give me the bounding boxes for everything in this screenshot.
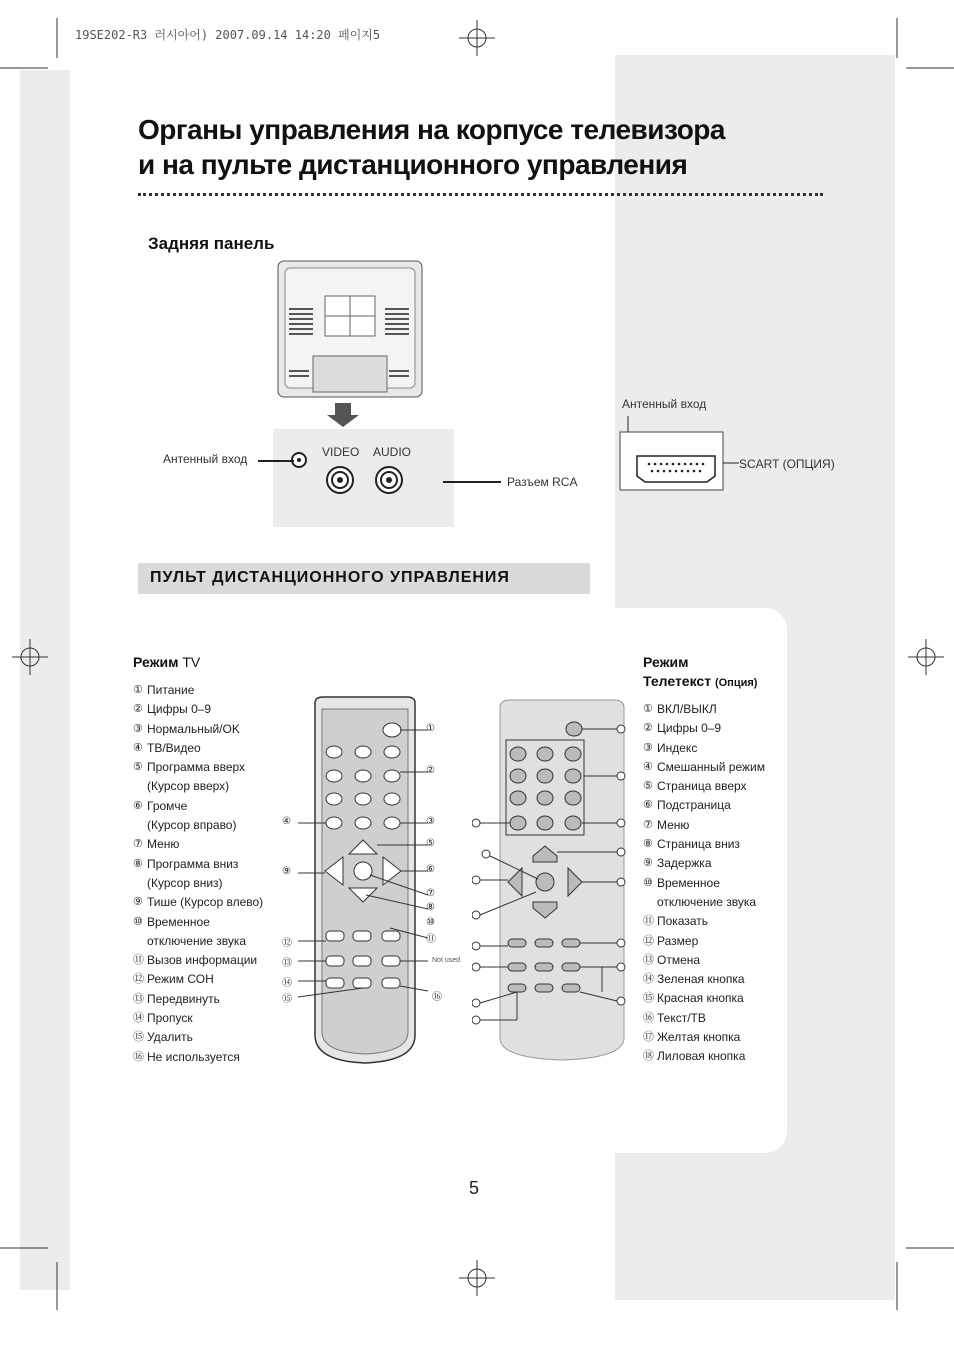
tv-mode-item-number: ① — [133, 684, 143, 696]
tv-mode-item-text: Временное — [147, 914, 210, 929]
tv-mode-item-number: ⑤ — [133, 761, 143, 774]
tv-mode-item-text: Вызов информации — [147, 953, 258, 968]
scart-connector — [615, 412, 745, 494]
tv-mode-item-number: ⑥ — [133, 799, 143, 812]
tv-mode-item-text: отключение звука — [147, 933, 247, 948]
teletext-mode-item-number: ⑮ — [643, 992, 654, 1005]
tv-mode-item-text: Меню — [147, 837, 180, 852]
teletext-mode-item-number: ⑰ — [643, 1031, 654, 1044]
teletext-mode-item-text: Временное — [657, 875, 720, 890]
video-label: VIDEO — [322, 445, 360, 459]
tv-mode-item-text: Тише (Курсор влево) — [147, 895, 264, 910]
teletext-mode-list — [643, 700, 765, 1067]
scart-label: SCART (ОПЦИЯ) — [739, 457, 835, 471]
tv-mode-item-number: ④ — [133, 741, 143, 754]
teletext-mode-item-number: ⑫ — [643, 934, 654, 947]
teletext-mode-item — [643, 777, 765, 796]
teletext-mode-item-number: ⑭ — [643, 973, 654, 986]
tv-callout-15: ⑮ — [282, 994, 292, 1005]
antenna-pointer — [258, 460, 294, 462]
audio-label: AUDIO — [373, 445, 412, 459]
page-number: 5 — [469, 1178, 480, 1198]
tv-mode-item — [133, 681, 263, 700]
tv-mode-item — [133, 835, 263, 854]
teletext-mode-item — [643, 854, 765, 873]
rca-label: Разъем RCA — [507, 475, 578, 489]
remote-section-title: ПУЛЬТ ДИСТАНЦИОННОГО УПРАВЛЕНИЯ — [150, 569, 510, 586]
tv-mode-item-text: Цифры 0–9 — [147, 702, 212, 717]
teletext-mode-item-number: ⑥ — [643, 799, 653, 812]
tv-mode-item-number: ⑭ — [133, 1012, 144, 1025]
tv-mode-item-number: ② — [133, 703, 143, 716]
teletext-mode-item — [643, 951, 765, 970]
teletext-mode-item-text: Отмена — [657, 952, 701, 967]
tv-mode-item-number: ⑧ — [133, 857, 143, 870]
tv-callout-16: ⑯ — [432, 992, 442, 1003]
connector-jacks — [273, 429, 454, 527]
teletext-mode-item — [643, 700, 765, 719]
tv-mode-item-number: ⑫ — [133, 973, 144, 986]
tv-mode-item-text: Пропуск — [147, 1011, 193, 1026]
teletext-mode-item-text: Красная кнопка — [657, 991, 744, 1006]
tv-callout-13: ⑬ — [282, 958, 292, 969]
not-used-label: Not used — [432, 957, 461, 964]
tv-mode-item-text: (Курсор вверх) — [147, 779, 230, 794]
teletext-title-main: Телетекст — [643, 673, 712, 689]
teletext-mode-item-text: Цифры 0–9 — [657, 721, 722, 736]
tv-mode-title-bold: Режим — [133, 654, 179, 670]
teletext-mode-item-text: ВКЛ/ВЫКЛ — [657, 702, 717, 716]
tv-mode-item-number: ⑯ — [133, 1050, 144, 1063]
teletext-mode-item-text: Смешанный режим — [657, 759, 765, 774]
tv-mode-item — [133, 1028, 263, 1047]
teletext-mode-item — [643, 989, 765, 1008]
teletext-title-line2 — [643, 673, 757, 689]
tv-mode-item-number: ③ — [133, 722, 143, 735]
tv-mode-item-number — [133, 874, 147, 893]
teletext-mode-item-number: ⑨ — [643, 857, 653, 870]
tv-mode-item-text: Удалить — [147, 1030, 193, 1045]
teletext-mode-item-text: Задержка — [657, 856, 712, 871]
page-title-line2: и на пульте дистанционного управления — [138, 149, 688, 180]
tv-callout-4: ④ — [282, 816, 291, 827]
tv-callout-9: ⑨ — [282, 866, 291, 877]
tv-mode-item-text: Передвинуть — [147, 991, 220, 1006]
tv-mode-item — [133, 816, 263, 835]
teletext-mode-item-number: ⑤ — [643, 780, 653, 793]
teletext-mode-item — [643, 719, 765, 738]
tv-mode-item — [133, 913, 263, 932]
teletext-mode-item-number: ⑧ — [643, 838, 653, 851]
antenna-label: Антенный вход — [163, 452, 248, 466]
tv-mode-item-text: Программа вниз — [147, 856, 239, 871]
tv-remote-illustration — [280, 695, 460, 1070]
tv-mode-item — [133, 700, 263, 719]
tv-mode-item-text: Нормальный/OK — [147, 721, 240, 736]
teletext-mode-item-text: Страница вниз — [657, 837, 740, 852]
teletext-mode-item-number: ⑦ — [643, 818, 653, 831]
tv-mode-item — [133, 777, 263, 796]
teletext-title-option: (Опция) — [714, 677, 758, 689]
title-divider — [138, 193, 823, 196]
teletext-mode-item-number: ⑪ — [643, 915, 654, 928]
tv-mode-item-number: ⑪ — [133, 954, 144, 967]
teletext-mode-item-number: ③ — [643, 741, 653, 754]
teletext-mode-item-number: ② — [643, 722, 653, 735]
tv-mode-item — [133, 951, 263, 970]
tv-mode-item-text: Громче — [147, 798, 188, 813]
tv-mode-item-text: ТВ/Видео — [147, 740, 201, 755]
teletext-remote-illustration — [472, 696, 642, 1071]
teletext-mode-item — [643, 739, 765, 758]
tv-mode-item — [133, 797, 263, 816]
tv-callout-10: ⑩ — [426, 917, 435, 928]
tv-mode-item-text: Программа вверх — [147, 760, 246, 775]
tv-mode-item-number — [133, 816, 147, 835]
teletext-mode-item — [643, 835, 765, 854]
rear-panel-heading: Задняя панель — [148, 234, 275, 253]
tv-mode-item — [133, 1009, 263, 1028]
teletext-mode-item-number: ⑩ — [643, 876, 653, 889]
teletext-mode-item-number: ⑯ — [643, 1011, 654, 1024]
teletext-mode-item — [643, 1009, 765, 1028]
teletext-mode-item-text: Желтая кнопка — [657, 1030, 741, 1045]
teletext-mode-item-number: ⑬ — [643, 953, 654, 966]
teletext-mode-item-text: Текст/ТВ — [657, 1010, 706, 1025]
teletext-mode-item-number: ① — [643, 703, 653, 715]
tv-rear-illustration — [275, 258, 425, 428]
teletext-title-line1: Режим — [643, 654, 689, 670]
tv-callout-8: ⑧ — [426, 902, 435, 913]
teletext-mode-item-text: Индекс — [657, 740, 698, 755]
tv-mode-item-number: ⑬ — [133, 992, 144, 1005]
tv-mode-item-text: Не используется — [147, 1049, 240, 1064]
tv-callout-14: ⑭ — [282, 978, 292, 989]
tv-mode-title-rest: TV — [182, 654, 201, 670]
tv-mode-item-number: ⑮ — [133, 1031, 144, 1044]
tv-callout-1: ① — [426, 723, 435, 734]
tv-mode-item-text: (Курсор вправо) — [147, 818, 237, 833]
tv-mode-item — [133, 1048, 263, 1067]
print-header: 19SE202-R3 러시아어) 2007.09.14 14:20 페이지5 — [75, 28, 381, 42]
tv-mode-item — [133, 932, 263, 951]
tv-mode-item — [133, 893, 263, 912]
tv-callout-7: ⑦ — [426, 888, 435, 899]
tv-mode-title — [133, 654, 200, 670]
teletext-mode-item-text: Зеленая кнопка — [657, 972, 745, 987]
teletext-mode-item-text: Подстраница — [657, 798, 731, 813]
tv-mode-item-text: Питание — [147, 683, 195, 697]
tv-mode-item-text: (Курсор вниз) — [147, 875, 223, 890]
teletext-mode-item — [643, 816, 765, 835]
tv-callout-3: ③ — [426, 816, 435, 827]
tv-mode-item — [133, 739, 263, 758]
teletext-mode-item-number: ⑱ — [643, 1050, 654, 1063]
tv-mode-item — [133, 855, 263, 874]
teletext-mode-item — [643, 912, 765, 931]
teletext-mode-item-number: ④ — [643, 760, 653, 773]
tv-mode-item-number: ⑦ — [133, 838, 143, 851]
tv-callout-2: ② — [426, 765, 435, 776]
teletext-mode-item — [643, 970, 765, 989]
tv-mode-item — [133, 970, 263, 989]
tv-mode-item-number — [133, 932, 147, 951]
tv-mode-item — [133, 990, 263, 1009]
teletext-mode-item — [643, 932, 765, 951]
antenna-label-right: Антенный вход — [622, 397, 707, 411]
page-title-line1: Органы управления на корпусе телевизора — [138, 114, 725, 145]
tv-callout-11: ⑪ — [426, 934, 436, 945]
teletext-mode-item — [643, 796, 765, 815]
tv-mode-item — [133, 874, 263, 893]
teletext-mode-item-text: Размер — [657, 933, 699, 948]
teletext-mode-item — [643, 1047, 765, 1066]
teletext-mode-item-text: Лиловая кнопка — [657, 1049, 746, 1064]
teletext-mode-item — [643, 874, 765, 893]
teletext-mode-item-text: Показать — [657, 914, 709, 929]
tv-mode-item — [133, 720, 263, 739]
tv-callout-6: ⑥ — [426, 864, 435, 875]
teletext-mode-item — [643, 1028, 765, 1047]
tv-callout-12: ⑫ — [282, 938, 292, 949]
teletext-mode-item-text: отключение звука — [657, 894, 757, 909]
teletext-mode-item-text: Страница вверх — [657, 779, 747, 794]
teletext-mode-item — [643, 758, 765, 777]
tv-mode-item-text: Режим СОН — [147, 972, 214, 987]
teletext-mode-item — [643, 893, 765, 912]
teletext-mode-item-text: Меню — [657, 817, 690, 832]
tv-callout-5: ⑤ — [426, 838, 435, 849]
tv-mode-item — [133, 758, 263, 777]
tv-mode-item-number: ⑩ — [133, 915, 143, 928]
tv-mode-item-number: ⑨ — [133, 896, 143, 909]
rca-pointer — [443, 481, 501, 483]
tv-mode-item-number — [133, 777, 147, 796]
teletext-mode-item-number — [643, 893, 657, 912]
tv-mode-list — [133, 681, 263, 1067]
